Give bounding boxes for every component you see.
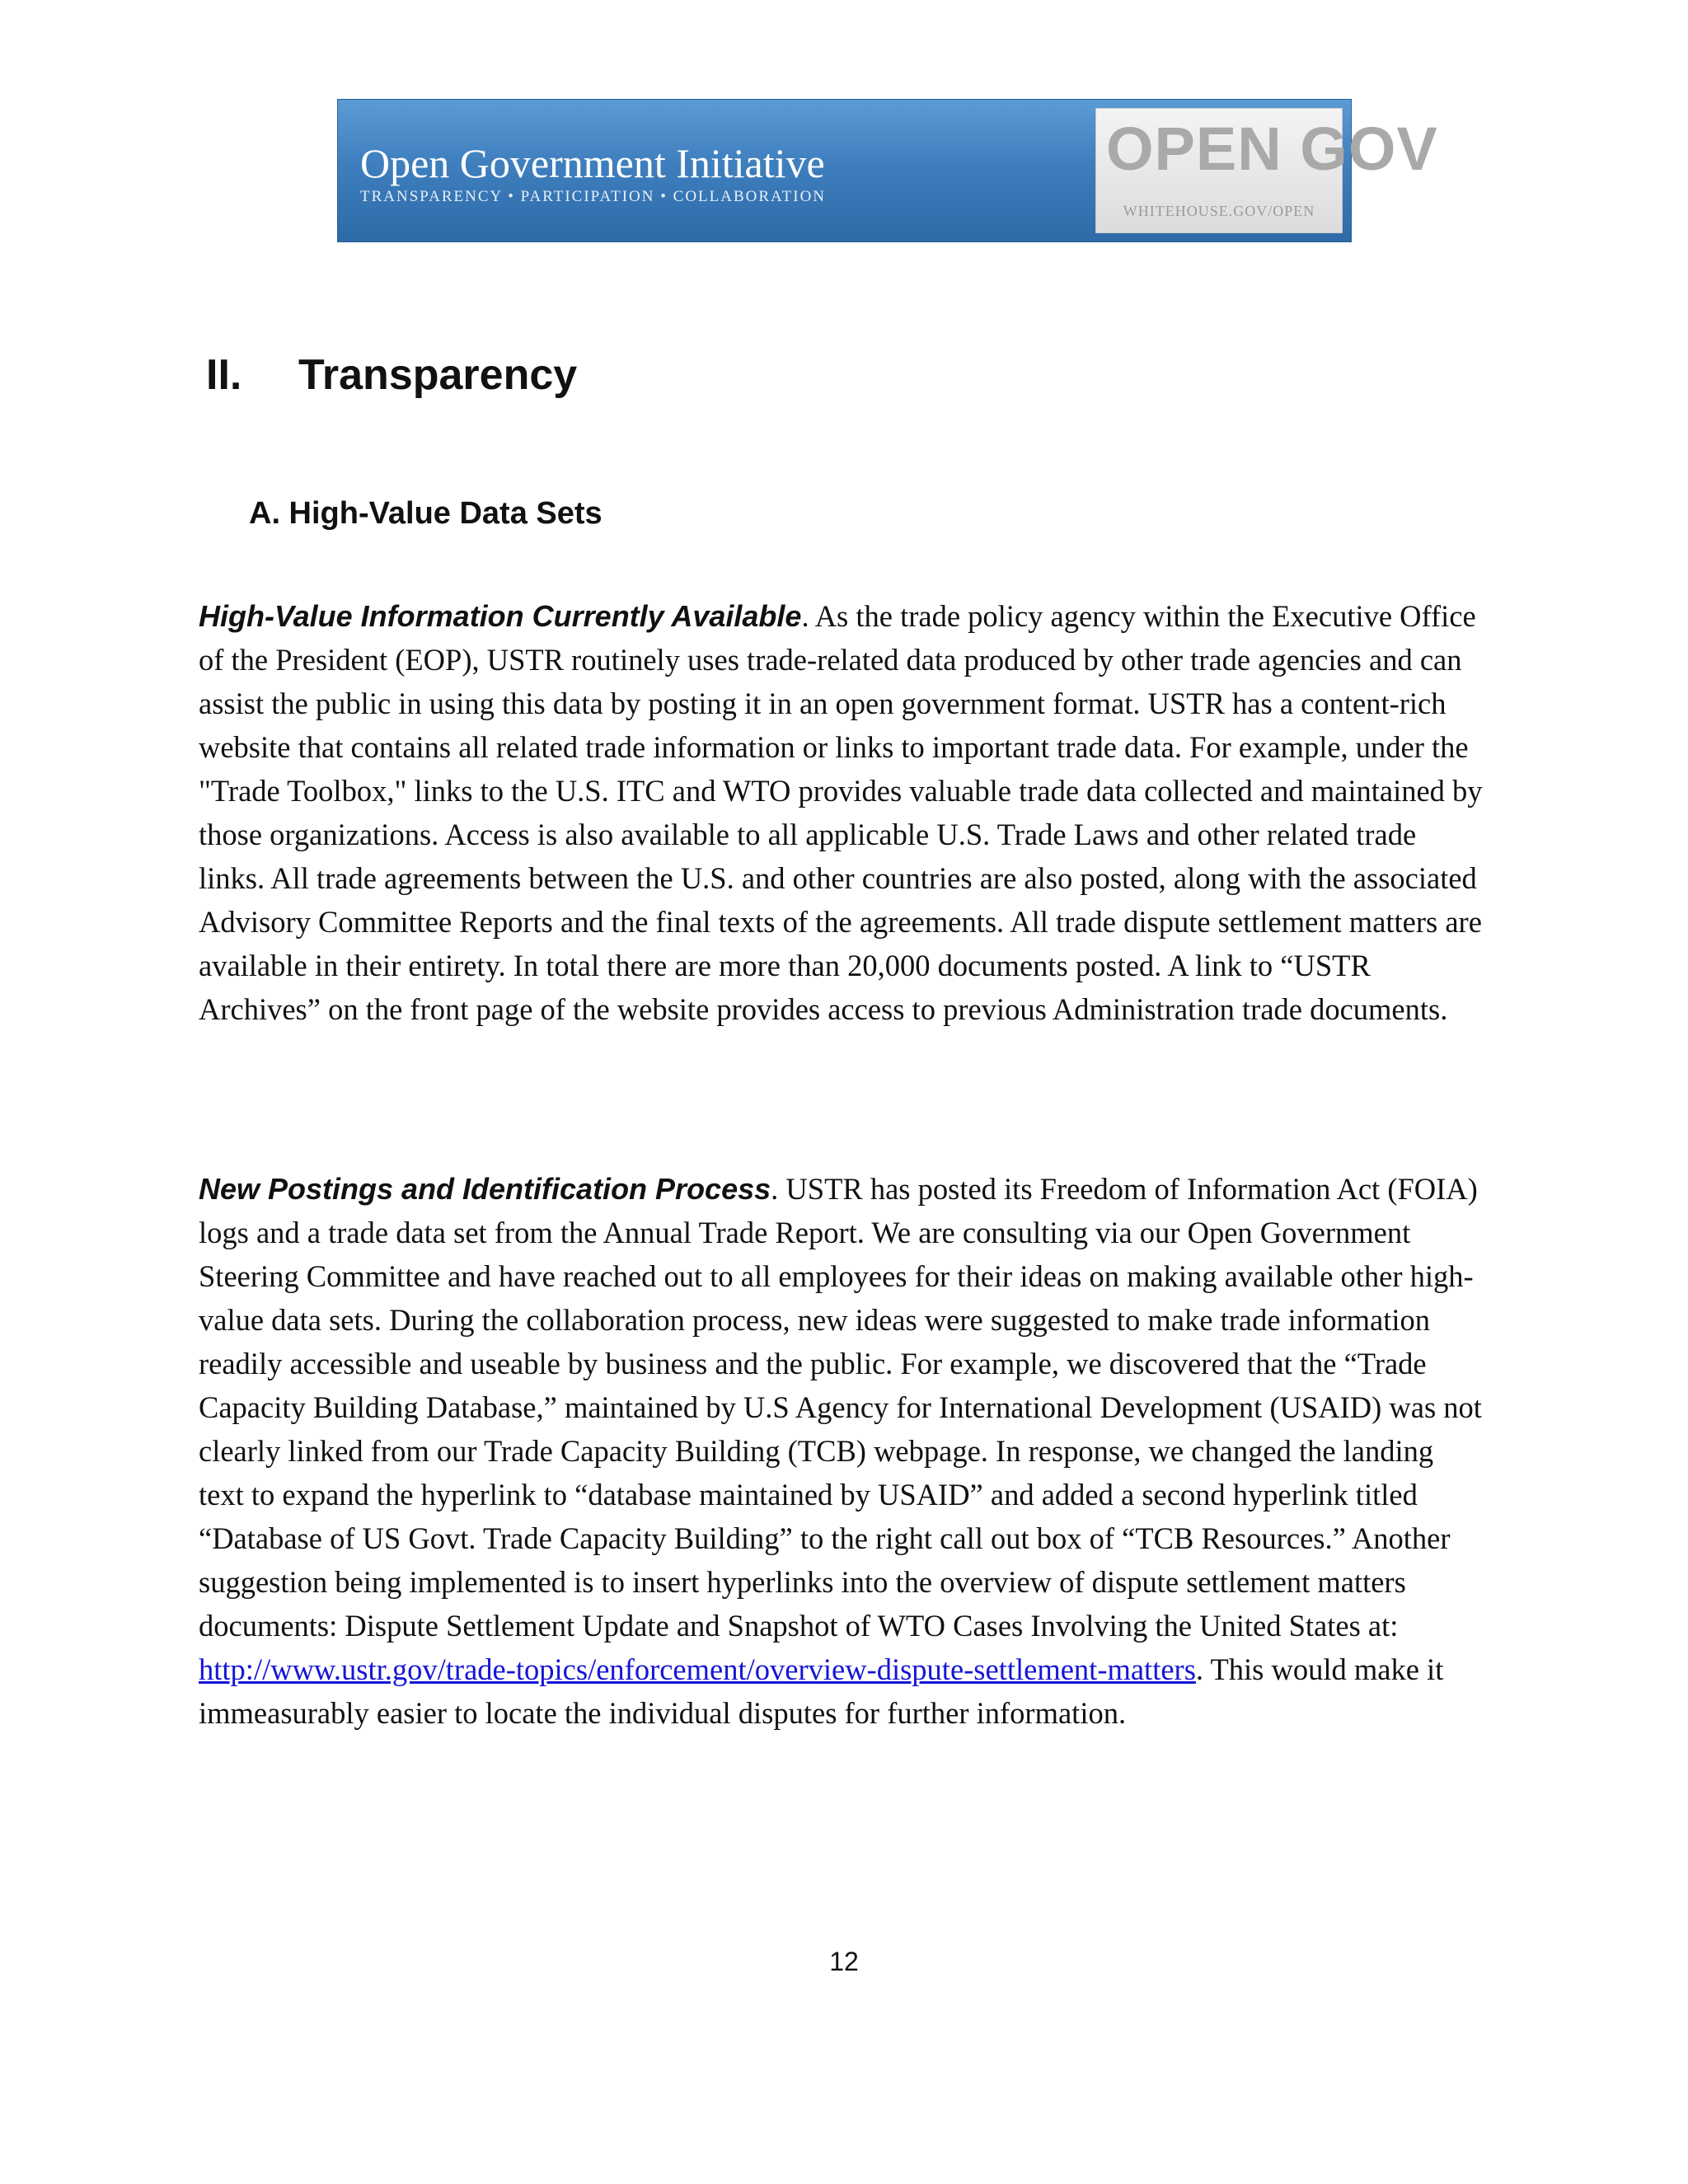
section-heading [206, 350, 577, 400]
dispute-settlement-link[interactable]: http://www.ustr.gov/trade-topics/enforcement/overview-dispute-settlement-matters [199, 1652, 1196, 1686]
open-gov-banner [337, 99, 1438, 242]
paragraph-text-end: . This would make it immeasurably easier to locate the individual disputes for further information. [199, 1652, 1444, 1730]
logo-url: WHITEHOUSE.GOV/OPEN [1123, 203, 1315, 219]
paragraph-lead: New Postings and Identification Process [199, 1172, 771, 1206]
section-number: II. [206, 351, 242, 399]
paragraph-text: . USTR has posted its Freedom of Information Act (FOIA) logs and a trade data set from the Annual Trade Report. We are consulting via our Open Government Steering Committee and have reached out to all employees for their ideas on making available other high-value data sets. During the collaboration process, new ideas were suggested to make trade information readily accessible and useable by business and the public. For example, we discovered that the “Trade Capacity Building Database,” maintained by U.S Agency for International Development (USAID) was not clearly linked from our Trade Capacity Building (TCB) webpage. In response, we changed the landing text to expand the hyperlink to “database maintained by USAID” and added a second hyperlink titled “Database of US Govt. Trade Capacity Building” to the right call out box of “TCB Resources.” Another suggestion being implemented is to insert hyperlinks into the overview of dispute settlement matters documents: Dispute Settlement Update and Snapshot of WTO Cases Involving the United States at: [199, 1172, 1482, 1643]
logo-text: OPEN GOV [1106, 115, 1438, 183]
paragraph-new-postings [199, 1167, 1484, 1735]
section-title: Transparency [298, 351, 578, 399]
page-number: 12 [829, 1947, 859, 1976]
subsection-heading: A. High-Value Data Sets [249, 496, 603, 531]
paragraph-high-value-info [199, 594, 1484, 1031]
banner-subtitle: TRANSPARENCY • PARTICIPATION • COLLABORATION [360, 188, 827, 205]
paragraph-lead: High-Value Information Currently Available [199, 599, 802, 633]
paragraph-text: . As the trade policy agency within the Executive Office of the President (EOP), USTR routinely uses trade-related data produced by other trade agencies and can assist the public in using this data by posting it in an open government format. USTR has a content-rich website that contains all related trade information or links to important trade data. For example, under the "Trade Toolbox," links to the U.S. ITC and WTO provides valuable trade data collected and maintained by those organizations. Access is also available to all applicable U.S. Trade Laws and other related trade links. All trade agreements between the U.S. and other countries are also posted, along with the associated Advisory Committee Reports and the final texts of the agreements. All trade dispute settlement matters are available in their entirety. In total there are more than 20,000 documents posted. A link to “USTR Archives” on the front page of the website provides access to previous Administration trade documents. [199, 599, 1483, 1026]
banner-title: Open Government Initiative [360, 140, 825, 186]
open-gov-logo [1095, 108, 1438, 233]
